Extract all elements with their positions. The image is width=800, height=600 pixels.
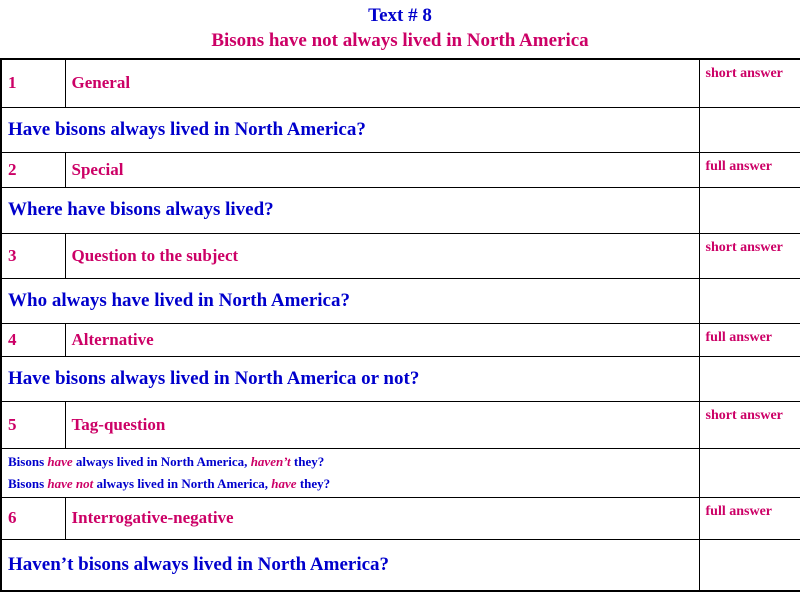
question-type: Tag-question — [65, 401, 699, 448]
answer-type: short answer — [699, 401, 800, 448]
empty-cell — [699, 448, 800, 497]
row-number: 3 — [1, 233, 65, 278]
tag-question-line-1 — [8, 451, 693, 473]
table-row — [1, 539, 800, 591]
empty-cell — [699, 278, 800, 323]
table-row — [1, 107, 800, 152]
question-text: Who always have lived in North America? — [1, 278, 699, 323]
row-number: 6 — [1, 497, 65, 539]
row-number: 4 — [1, 323, 65, 356]
answer-type: full answer — [699, 497, 800, 539]
table-row — [1, 187, 800, 233]
question-text: Haven’t bisons always lived in North America? — [1, 539, 699, 591]
table-row — [1, 152, 800, 187]
questions-table — [0, 58, 800, 592]
empty-cell — [699, 356, 800, 401]
question-type: Interrogative-negative — [65, 497, 699, 539]
table-row — [1, 448, 800, 497]
tag-question-cell — [1, 448, 699, 497]
row-number: 5 — [1, 401, 65, 448]
question-text: Where have bisons always lived? — [1, 187, 699, 233]
row-number: 2 — [1, 152, 65, 187]
tag-text: they? — [290, 453, 325, 469]
question-type: Question to the subject — [65, 233, 699, 278]
question-type: Special — [65, 152, 699, 187]
answer-type: short answer — [699, 59, 800, 107]
answer-type: full answer — [699, 323, 800, 356]
question-text: Have bisons always lived in North America or not? — [1, 356, 699, 401]
table-row — [1, 401, 800, 448]
tag-text: Bisons — [8, 453, 48, 469]
tag-text: always lived in North America, — [93, 475, 272, 491]
title-line-2: Bisons have not always lived in North America — [211, 30, 589, 51]
tag-emphasis: haven’t — [250, 453, 291, 469]
tag-emphasis: have — [271, 475, 297, 491]
table-row — [1, 497, 800, 539]
empty-cell — [699, 107, 800, 152]
tag-emphasis: have not — [47, 475, 94, 491]
table-row — [1, 356, 800, 401]
tag-emphasis: have — [47, 453, 73, 469]
answer-type: full answer — [699, 152, 800, 187]
tag-text: they? — [296, 475, 331, 491]
empty-cell — [699, 539, 800, 591]
empty-cell — [699, 187, 800, 233]
row-number: 1 — [1, 59, 65, 107]
tag-text: Bisons — [8, 475, 48, 491]
table-row — [1, 233, 800, 278]
question-text: Have bisons always lived in North America? — [1, 107, 699, 152]
question-type: General — [65, 59, 699, 107]
table-row — [1, 59, 800, 107]
tag-question-line-2 — [8, 473, 693, 495]
table-row — [1, 278, 800, 323]
answer-type: short answer — [699, 233, 800, 278]
question-type: Alternative — [65, 323, 699, 356]
table-row — [1, 323, 800, 356]
title-line-1: Text # 8 — [368, 5, 432, 26]
tag-text: always lived in North America, — [72, 453, 251, 469]
